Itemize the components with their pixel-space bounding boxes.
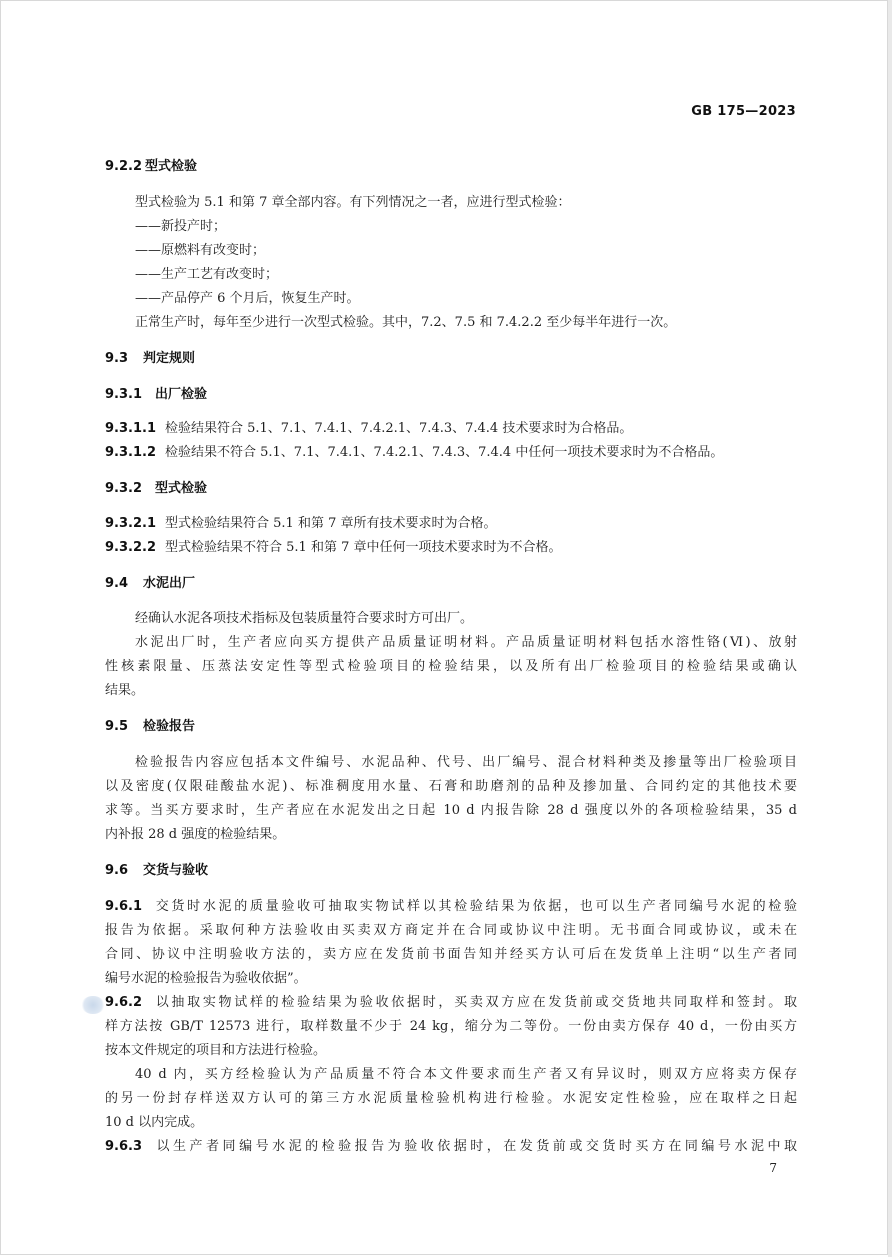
section-number: 9.4 [105,576,129,591]
clause-text: 检验结果符合 5.1、7.1、7.4.1、7.4.2.1、7.4.3、7.4.4 技术要求时为合格品。 [165,421,633,436]
list-item: ——生产工艺有改变时； [135,267,279,282]
standard-number: GB 175—2023 [691,104,796,119]
list-item: ——新投产时； [135,219,227,234]
paragraph-line: 按本文件规定的项目和方法进行检验。 [105,1043,327,1058]
clause-9-3-1-2 [105,443,797,463]
paragraph-line: 编号水泥的检验报告为验收依据”。 [105,971,307,986]
clause-number: 9.3.1.1 [105,421,156,436]
viewer-edge [888,0,892,1257]
paragraph-line: 的另一份封存样送双方认可的第三方水泥质量检验机构进行检验。水泥安定性检验，应在取样之日起 [105,1091,797,1106]
section-number: 9.3 [105,351,129,366]
heading-9-2-2 [105,157,797,177]
clause-9-6-3 [105,1137,797,1157]
paragraph-line: 报告为依据。采取何种方法验收由买卖双方商定并在合同或协议中注明。无书面合同或协议，或未在 [105,923,797,938]
section-number: 9.5 [105,719,129,734]
clause-9-3-2-1 [105,514,797,534]
heading-9-3-2 [105,479,797,499]
section-number: 9.6 [105,863,129,878]
heading-text: 型式检验 [155,481,208,496]
paragraph-line: 水泥出厂时，生产者应向买方提供产品质量证明材料。产品质量证明材料包括水溶性铬(Ⅵ)、放射 [135,635,797,650]
clause-number: 9.3.2.1 [105,516,156,531]
section-number: 9.3.1 [105,387,143,402]
clause-9-3-2-2 [105,538,797,558]
clause-text: 型式检验结果符合 5.1 和第 7 章所有技术要求时为合格。 [165,516,497,531]
heading-9-4 [105,574,797,594]
heading-9-5 [105,717,797,737]
paragraph-line: 样方法按 GB/T 12573 进行，取样数量不少于 24 kg，缩分为二等份。一份由卖方保存 40 d，一份由买方 [105,1019,797,1034]
heading-9-3-1 [105,385,797,405]
paragraph-line: 内补报 28 d 强度的检验结果。 [105,827,286,842]
paragraph-line: 型式检验为 5.1 和第 7 章全部内容。有下列情况之一者，应进行型式检验： [135,195,571,210]
heading-9-3 [105,349,797,369]
paragraph-line: 结果。 [105,683,145,698]
clause-number: 9.3.1.2 [105,445,156,460]
heading-text: 交货与验收 [143,863,209,878]
clause-9-3-1-1 [105,419,797,439]
section-number: 9.2.2 [105,159,143,174]
paragraph-line: 检验报告内容应包括本文件编号、水泥品种、代号、出厂编号、混合材料种类及掺量等出厂检验项目 [135,755,797,770]
clause-text: 检验结果不符合 5.1、7.1、7.4.1、7.4.2.1、7.4.3、7.4.4 中任何一项技术要求时为不合格品。 [165,445,724,460]
heading-text: 判定规则 [143,351,196,366]
paragraph-line: 求等。当买方要求时，生产者应在水泥发出之日起 10 d 内报告除 28 d 强度以外的各项检验结果，35 d [105,803,797,818]
paragraph-line: 合同、协议中注明验收方法的，卖方应在发货前书面告知并经买方认可后在发货单上注明“以生产者同 [105,947,797,962]
page-number: 7 [769,1161,777,1175]
watermark-stamp-icon [81,996,105,1014]
heading-text: 水泥出厂 [143,576,196,591]
section-number: 9.3.2 [105,481,143,496]
clause-number: 9.6.3 [105,1139,143,1154]
heading-text: 出厂检验 [155,387,208,402]
clause-text: 型式检验结果不符合 5.1 和第 7 章中任何一项技术要求时为不合格。 [165,540,562,555]
paragraph-line: 以及密度(仅限硅酸盐水泥)、标准稠度用水量、石膏和助磨剂的品种及掺加量、合同约定的其他技术要 [105,779,797,794]
heading-text: 型式检验 [145,159,198,174]
paragraph-line: 40 d 内，买方经检验认为产品质量不符合本文件要求而生产者又有异议时，则双方应将卖方保存 [135,1067,797,1082]
clause-number: 9.3.2.2 [105,540,156,555]
paragraph-line: 性核素限量、压蒸法安定性等型式检验项目的检验结果，以及所有出厂检验项目的检验结果或确认 [105,659,797,674]
list-item: ——原燃料有改变时； [135,243,266,258]
clause-number: 9.6.2 [105,995,143,1010]
clause-9-6-1 [105,897,797,917]
list-item: ——产品停产 6 个月后，恢复生产时。 [135,291,360,306]
clause-text: 以抽取实物试样的检验结果为验收依据时，买卖双方应在发货前或交货地共同取样和签封。取 [153,995,797,1010]
clause-9-6-2 [105,993,797,1013]
paragraph-line: 正常生产时，每年至少进行一次型式检验。其中，7.2、7.5 和 7.4.2.2 至少每半年进行一次。 [135,315,677,330]
clause-number: 9.6.1 [105,899,143,914]
heading-9-6 [105,861,797,881]
paragraph-line: 经确认水泥各项技术指标及包装质量符合要求时方可出厂。 [135,611,474,626]
clause-text: 交货时水泥的质量验收可抽取实物试样以其检验结果为依据，也可以生产者同编号水泥的检验 [153,899,797,914]
heading-text: 检验报告 [143,719,196,734]
paragraph-line: 10 d 以内完成。 [105,1115,204,1130]
clause-text: 以生产者同编号水泥的检验报告为验收依据时，在发货前或交货时买方在同编号水泥中取 [153,1139,797,1154]
